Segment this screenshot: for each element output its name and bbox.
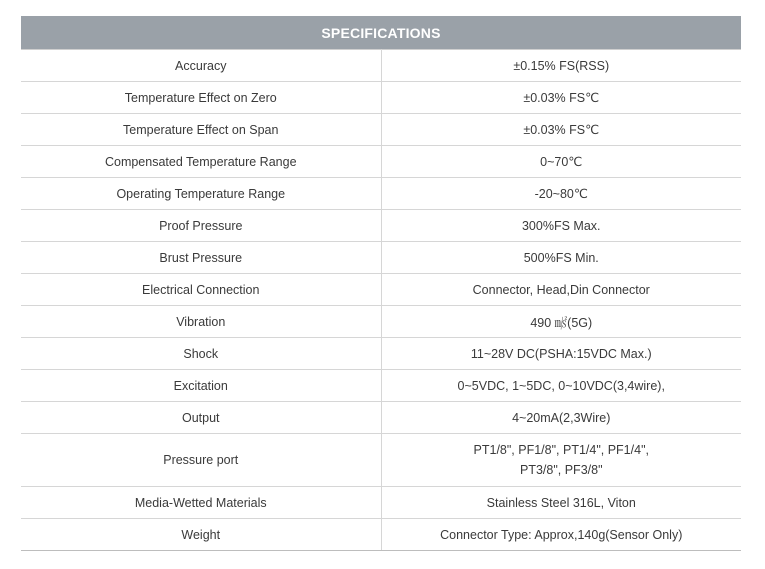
table-row	[21, 487, 741, 519]
table-row	[21, 338, 741, 370]
spec-value: 500%FS Min.	[381, 242, 741, 274]
spec-value: -20~80℃	[381, 178, 741, 210]
spec-value: 4~20mA(2,3Wire)	[381, 402, 741, 434]
table-row	[21, 370, 741, 402]
spec-label: Proof Pressure	[21, 210, 381, 242]
spec-label: Temperature Effect on Zero	[21, 82, 381, 114]
table-row	[21, 82, 741, 114]
spec-value: 0~70℃	[381, 146, 741, 178]
table-row	[21, 519, 741, 551]
spec-label: Output	[21, 402, 381, 434]
table-row	[21, 50, 741, 82]
spec-label: Weight	[21, 519, 381, 551]
table-row	[21, 274, 741, 306]
table-row	[21, 242, 741, 274]
spec-value: 300%FS Max.	[381, 210, 741, 242]
spec-label: Vibration	[21, 306, 381, 338]
table-row	[21, 434, 741, 487]
spec-value: 11~28V DC(PSHA:15VDC Max.)	[381, 338, 741, 370]
spec-label: Excitation	[21, 370, 381, 402]
table-row	[21, 402, 741, 434]
table-row	[21, 146, 741, 178]
spec-value-line: PT1/8", PF1/8", PT1/4", PF1/4",	[473, 443, 649, 457]
spec-label: Temperature Effect on Span	[21, 114, 381, 146]
table-header-row	[21, 16, 741, 50]
spec-label: Electrical Connection	[21, 274, 381, 306]
table-row	[21, 210, 741, 242]
spec-label: Brust Pressure	[21, 242, 381, 274]
spec-value: 0~5VDC, 1~5DC, 0~10VDC(3,4wire),	[381, 370, 741, 402]
spec-label: Accuracy	[21, 50, 381, 82]
table-row	[21, 306, 741, 338]
spec-value-line: PT3/8", PF3/8"	[519, 463, 603, 477]
spec-label: Operating Temperature Range	[21, 178, 381, 210]
spec-label: Shock	[21, 338, 381, 370]
specifications-panel	[21, 16, 741, 551]
spec-label: Pressure port	[21, 434, 381, 487]
spec-value: ±0.03% FS℃	[381, 82, 741, 114]
specifications-table	[21, 16, 741, 551]
spec-value: Stainless Steel 316L, Viton	[381, 487, 741, 519]
spec-value: Connector Type: Approx,140g(Sensor Only)	[381, 519, 741, 551]
spec-label: Media-Wetted Materials	[21, 487, 381, 519]
spec-value: 490 ㎨(5G)	[381, 306, 741, 338]
spec-value	[381, 434, 741, 487]
spec-value: ±0.03% FS℃	[381, 114, 741, 146]
table-title: SPECIFICATIONS	[21, 16, 741, 50]
table-row	[21, 114, 741, 146]
spec-value: Connector, Head,Din Connector	[381, 274, 741, 306]
spec-value: ±0.15% FS(RSS)	[381, 50, 741, 82]
spec-label: Compensated Temperature Range	[21, 146, 381, 178]
table-row	[21, 178, 741, 210]
